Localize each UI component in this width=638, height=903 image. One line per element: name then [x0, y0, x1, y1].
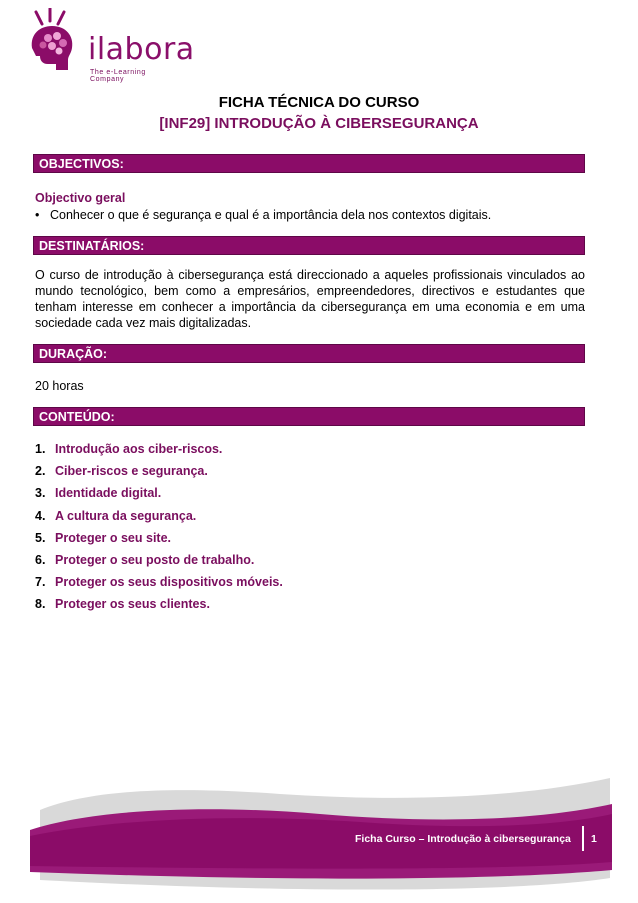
list-item-label: Ciber-riscos e segurança. — [55, 464, 208, 479]
list-item-number: 2. — [35, 464, 46, 479]
list-item — [35, 509, 575, 531]
list-item — [35, 597, 575, 619]
list-item-number: 7. — [35, 575, 46, 590]
list-item — [35, 575, 575, 597]
footer-title: Ficha Curso – Introdução à cibersegurança — [355, 833, 571, 845]
list-item — [35, 464, 575, 486]
list-item-number: 1. — [35, 442, 46, 456]
content-list — [35, 442, 575, 620]
list-item-number: 3. — [35, 486, 46, 501]
list-item-label: Introdução aos ciber-riscos. — [55, 442, 223, 456]
bullet-icon: • — [35, 208, 40, 222]
list-item-label: A cultura da segurança. — [55, 508, 197, 523]
list-item — [35, 442, 575, 464]
list-item-label: Identidade digital. — [55, 486, 162, 501]
objectives-subheading: Objectivo geral — [35, 191, 126, 205]
objectives-header: OBJECTIVOS: — [33, 154, 585, 173]
objectives-bullet-text: Conhecer o que é segurança e qual é a importância dela nos contextos digitais. — [50, 208, 492, 222]
document-title: FICHA TÉCNICA DO CURSO — [218, 94, 420, 111]
list-item-number: 8. — [35, 597, 46, 612]
logo-tagline: The e-Learning Company — [90, 69, 146, 83]
list-item — [35, 531, 575, 553]
list-item-label: Proteger os seus clientes. — [55, 597, 210, 612]
page-number: 1 — [591, 833, 597, 845]
objectives-bullet — [35, 208, 585, 222]
brain-head-icon — [22, 8, 86, 78]
list-item-number: 6. — [35, 552, 46, 567]
list-item-number: 4. — [35, 508, 46, 523]
list-item — [35, 486, 575, 508]
list-item-label: Proteger o seu posto de trabalho. — [55, 552, 255, 567]
content-header: CONTEÚDO: — [33, 407, 585, 426]
list-item-number: 5. — [35, 530, 46, 545]
list-item-label: Proteger o seu site. — [55, 530, 172, 545]
company-logo — [22, 8, 195, 83]
list-item-label: Proteger os seus dispositivos móveis. — [55, 575, 283, 590]
logo-wordmark: ilabora — [88, 32, 195, 67]
duration-header: DURAÇÃO: — [33, 344, 585, 363]
footer-divider — [582, 826, 584, 851]
audience-header: DESTINATÁRIOS: — [33, 236, 585, 255]
course-title: [INF29] INTRODUÇÃO À CIBERSEGURANÇA — [159, 115, 479, 132]
duration-text: 20 horas — [35, 379, 84, 393]
list-item — [35, 553, 575, 575]
audience-text: O curso de introdução à cibersegurança está direccionado a aqueles profissionais vinculados ao mundo tecnológico, bem como a empresários, empreendedores, directivos e estudantes que tenham interesse em conhecer a importância da cibersegurança em uma economia e em uma sociedade cada vez mais digitalizadas. — [35, 268, 585, 330]
